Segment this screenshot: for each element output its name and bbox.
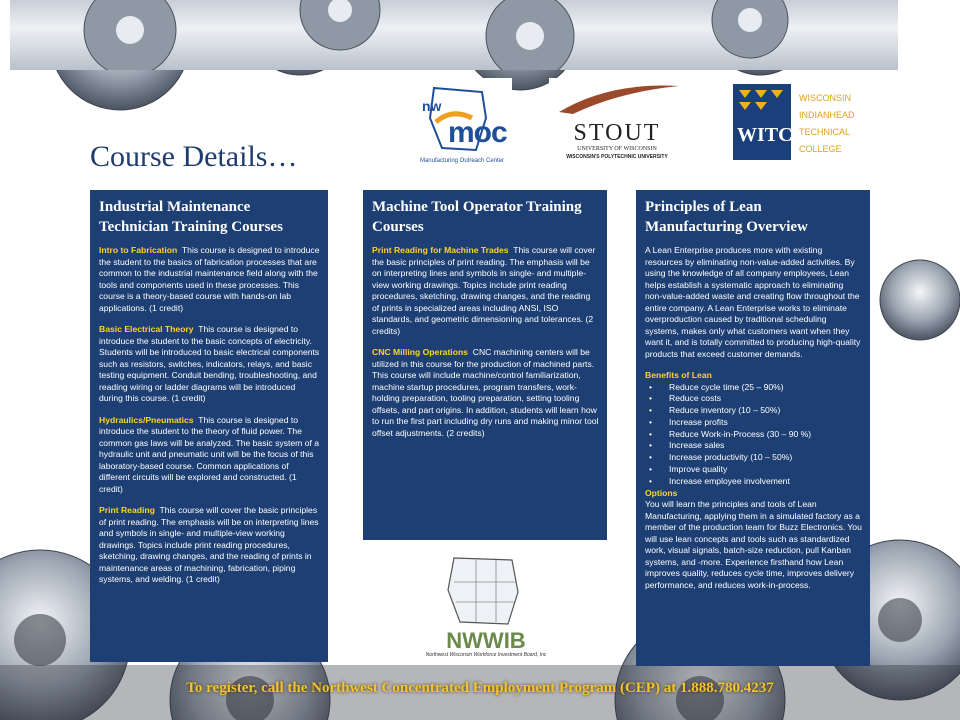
- witc-line: COLLEGE: [799, 144, 842, 154]
- registration-footer: To register, call the Northwest Concentrated Employment Program (CEP) at 1.888.780.4237: [186, 680, 774, 696]
- options-heading: Options: [645, 487, 678, 498]
- course-description: CNC machining centers will be utilized in this course for the production of machined parts. This course will include machine/control familiarization, machine startup procedures, program transfers, work-holding preparation, tooling preparation, setting tooling offsets, and part origins. In addition, students will learn how to run the first part including dry runs and making minor tool offset adjustments. (2 credits): [372, 347, 599, 438]
- list-item: • Reduce inventory (10 – 50%): [645, 405, 862, 417]
- course-name: Print Reading for Machine Trades: [372, 245, 509, 255]
- nwmoc-nw-text: nw: [422, 98, 442, 114]
- machine-tool-operator-panel: [363, 190, 607, 540]
- nwmoc-logo: [412, 78, 512, 170]
- panel-title: Industrial Maintenance Technician Training Courses: [99, 199, 283, 235]
- course-description: This course is designed to introduce the student to the basics of fabrication processes that are common to the industrial maintenance field along with the tools and components used in these processes. This course is a theory-based course with hands-on lab applications. (1 credit): [99, 245, 320, 313]
- nwmoc-subtitle: Manufacturing Outreach Center: [419, 158, 505, 164]
- course-name: Basic Electrical Theory: [99, 324, 194, 334]
- lean-manufacturing-panel: [636, 190, 870, 666]
- nwwib-subtitle: Northwest Wisconsin Workforce Investment Board, Inc: [425, 652, 547, 658]
- list-item: • Increase employee involvement: [645, 476, 862, 488]
- witc-line: TECHNICAL: [799, 127, 851, 137]
- list-item: • Increase productivity (10 – 50%): [645, 452, 862, 464]
- list-item: • Increase profits: [645, 417, 862, 429]
- witc-line: WISCONSIN: [799, 93, 852, 103]
- options-text: You will learn the principles and tools of Lean Manufacturing, applying them in a simulated factory as a member of the production team for Buzz Electronics. You will use lean concepts and tools such as standardized work, visual signals, batch-size reduction, pull Kanban systems, and -more. Experience firsthand how Lean improves quality, reduces cycle time, improves delivery performance, and reduces work-in-process.: [645, 499, 862, 590]
- stout-name: STOUT: [573, 120, 661, 146]
- course-item: [99, 245, 320, 314]
- panel-title: Principles of Lean Manufacturing Overview: [645, 199, 808, 235]
- stout-swoosh-icon: [549, 78, 685, 118]
- wisconsin-counties-icon: [416, 552, 556, 628]
- witc-letters: WITC: [737, 124, 793, 146]
- list-item: • Reduce Work-in-Process (30 – 90 %): [645, 429, 862, 441]
- course-name: Hydraulics/Pneumatics: [99, 414, 194, 425]
- course-item: [99, 415, 320, 496]
- course-item: [372, 347, 599, 439]
- course-description: This course will cover the basic principles of print reading. The emphasis will be on interpreting lines and symbols in single- and multiple-view working drawings. Topics include print reading procedures, sketching, drawing changes, and the reading of prints in specialized areas including ANSI, ISO standards, and geometric dimensioning and tolerances. (2 credits): [372, 245, 596, 336]
- course-name: CNC Milling Operations: [372, 347, 468, 357]
- course-description: This course will cover the basic principles of print reading. The emphasis will be on interpreting lines and symbols in single- and multiple-view working drawings. Topics include print reading procedures, sketching, drawing changes, and the reading of prints in maintenance areas of machining, fabrication, piping systems, and welding. (1 credit): [99, 505, 319, 584]
- banner-gears: [10, 0, 898, 70]
- stout-university: UNIVERSITY OF WISCONSIN: [577, 146, 657, 152]
- benefits-heading: Benefits of Lean: [645, 370, 712, 380]
- course-description: This course is designed to introduce the student to the theory of fluid power. The common gas laws will be analyzed. The basic system of a hydraulic unit and pneumatic unit will be the focus of this laboratory-based course. Common applications of different circuits will be explored and constructed. (1 credit): [99, 414, 320, 494]
- course-item: [372, 245, 599, 337]
- course-description: This course is designed to introduce the student to the basic concepts of electricity. Students will be introduced to basic electrical components such as resistors, switches, indicators, relays, and basic testing equipment. Conduit bending, troubleshooting, and reading wiring or ladder diagrams will be introduced during this course. (1 credit): [99, 324, 320, 403]
- list-item: • Reduce cycle time (25 – 90%): [645, 382, 862, 394]
- stout-tagline: WISCONSIN'S POLYTECHNIC UNIVERSITY: [566, 154, 668, 160]
- list-item: • Increase sales: [645, 440, 862, 452]
- top-gear-banner: [10, 0, 898, 70]
- course-item: [99, 324, 320, 405]
- nwmoc-moc-text: moc: [448, 116, 507, 149]
- lean-intro: A Lean Enterprise produces more with existing resources by eliminating non-value-added activities. By using the knowledge of all company employees, Lean helps establish a systematic approach to eliminating non-value-added waste and creating flow throughout the entire company. A Lean Enterprise works to eliminate overproduction caused by traditional scheduling systems, makes only what customers want when they want it, and is totally committed to producing high-quality products that exceed customer demands.: [645, 245, 861, 359]
- witc-emblem: [733, 84, 791, 160]
- course-name: Print Reading: [99, 505, 155, 515]
- stout-logo: [549, 78, 685, 162]
- list-item: • Reduce costs: [645, 393, 862, 405]
- course-name: Intro to Fabrication: [99, 245, 178, 255]
- industrial-maintenance-panel: [90, 190, 328, 662]
- list-item: • Improve quality: [645, 464, 862, 476]
- witc-name: [799, 90, 855, 158]
- witc-chevron-icon: [733, 84, 791, 120]
- panel-title: Machine Tool Operator Training Courses: [372, 199, 582, 235]
- witc-logo: [733, 84, 873, 160]
- page-title: Course Details…: [90, 140, 298, 173]
- nwwib-name: NWWIB: [446, 628, 526, 653]
- nwwib-logo: [416, 552, 556, 664]
- benefits-list: [645, 382, 862, 488]
- witc-line: INDIANHEAD: [799, 110, 855, 120]
- course-item: [99, 505, 320, 586]
